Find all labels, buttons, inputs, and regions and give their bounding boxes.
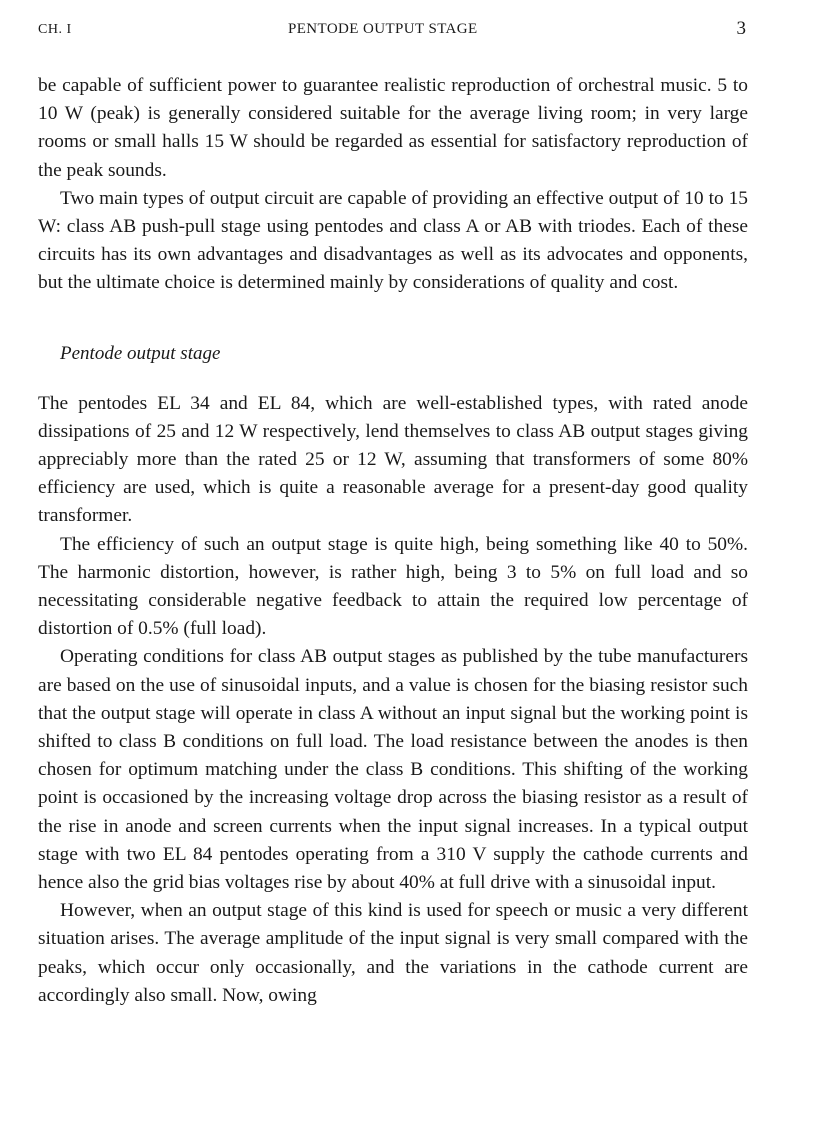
chapter-label: CH. I	[38, 22, 72, 37]
running-title: PENTODE OUTPUT STAGE	[288, 21, 478, 37]
body-text	[38, 72, 748, 1010]
paragraph: The pentodes EL 34 and EL 84, which are well-established types, with rated anode dissipations of 25 and 12 W respectively, lend themselves to class AB output stages giving appreciably more than the rated 25 or 12 W, assuming that transformers of some 80% efficiency are used, which is quite a reasonable average for a present-day good quality transformer.	[38, 392, 748, 527]
paragraph: Operating conditions for class AB output stages as published by the tube manufacturers are based on the use of sinusoidal inputs, and a value is chosen for the biasing resistor such that the output stage will operate in class A without an input signal but the working point is shifted to class B conditions on full load. The load resistance between the anodes is then chosen for optimum matching under the class B conditions. This shifting of the working point is occasioned by the increasing voltage drop across the biasing resistor as a result of the rise in anode and screen currents when the input signal increases. In a typical output stage with two EL 84 pentodes operating from a 310 V supply the cathode currents and hence also the grid bias voltages rise by about 40% at full drive with a sinusoidal input.	[38, 646, 748, 894]
paragraph: The efficiency of such an output stage is quite high, being something like 40 to 50%. The harmonic distortion, however, is rather high, being 3 to 5% on full load and so necessitating considerable negative feedback to attain the required low percentage of distortion of 0.5% (full load).	[38, 533, 748, 640]
paragraph: Two main types of output circuit are capable of providing an effective output of 10 to 15 W: class AB push-pull stage using pentodes and class A or AB with triodes. Each of these circuits has its own advantages and disadvantages as well as its advocates and opponents, but the ultimate choice is determined mainly by considerations of quality and cost.	[38, 187, 748, 294]
page-number: 3	[736, 18, 746, 39]
running-head	[38, 18, 746, 42]
paragraph: be capable of sufficient power to guarantee realistic reproduction of orchestral music. 5 to 10 W (peak) is generally considered suitable for the average living room; in very large rooms or small halls 15 W should be regarded as essential for satisfactory reproduction of the peak sounds.	[38, 75, 748, 181]
section-heading: Pentode output stage	[60, 342, 221, 364]
paragraph: However, when an output stage of this kind is used for speech or music a very different situation arises. The average amplitude of the input signal is very small compared with the peaks, which occur only occasionally, and the variations in the cathode current are accordingly also small. Now, owing	[38, 900, 748, 1006]
